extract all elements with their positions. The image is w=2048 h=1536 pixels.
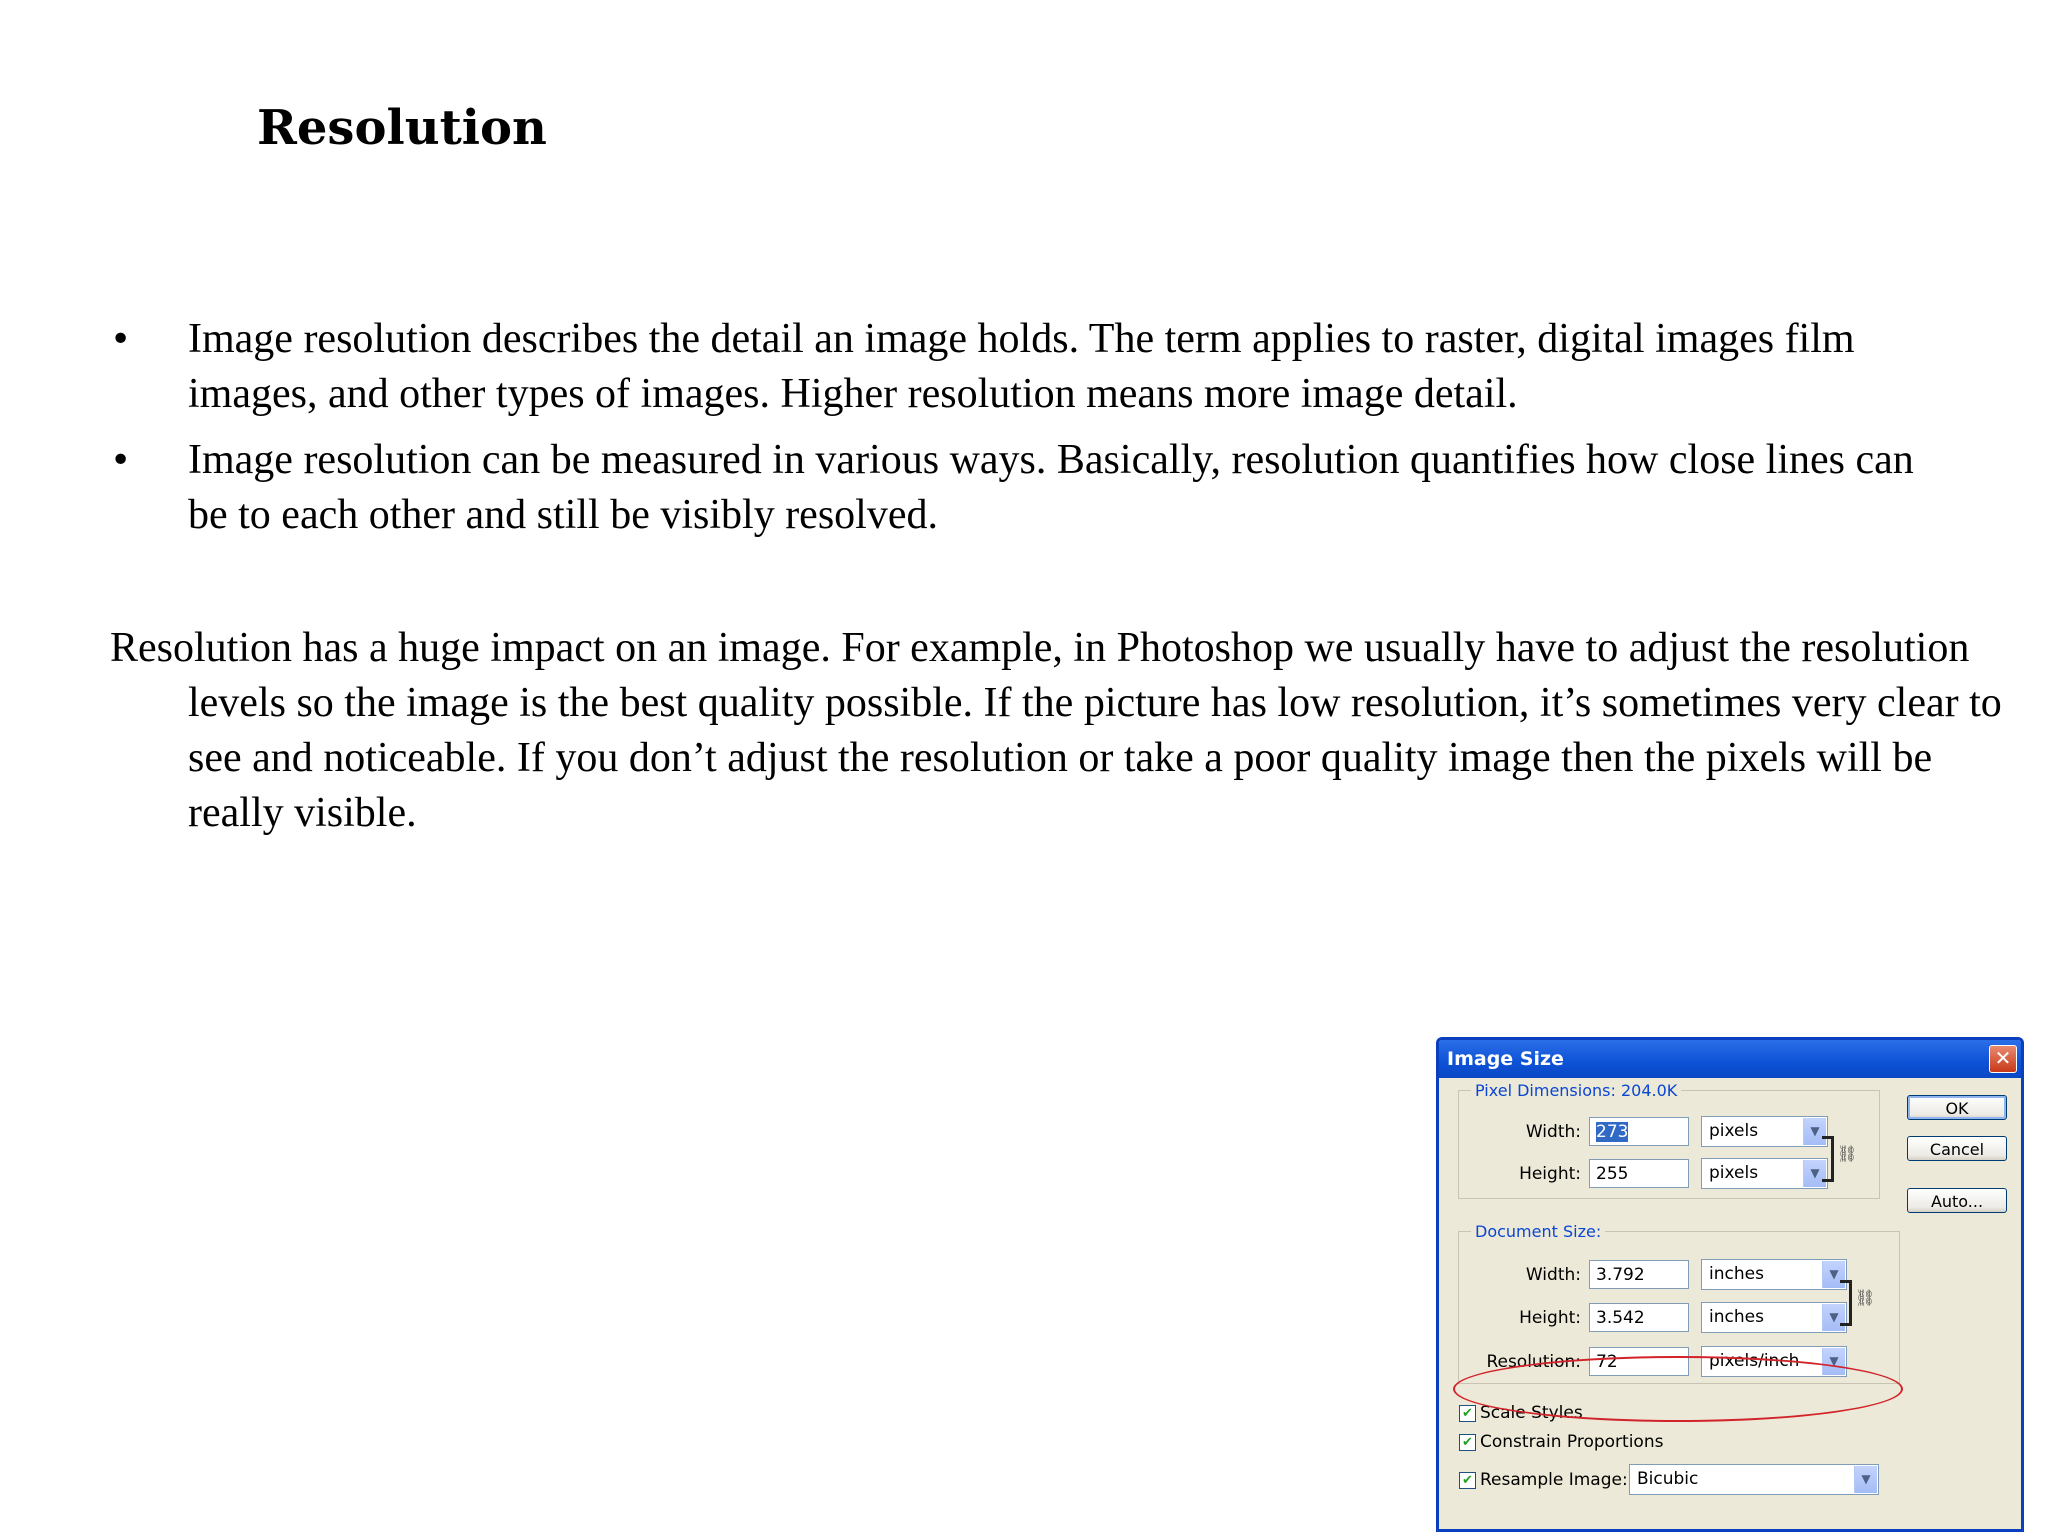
pixel-height-unit-select[interactable]: pixels ▼ xyxy=(1701,1158,1828,1189)
auto-button[interactable]: Auto... xyxy=(1907,1188,2007,1213)
document-size-legend: Document Size: xyxy=(1475,1222,1602,1241)
page-title: Resolution xyxy=(257,100,547,156)
doc-height-unit-select[interactable]: inches ▼ xyxy=(1701,1302,1847,1333)
doc-width-input[interactable]: 3.792 xyxy=(1589,1260,1689,1289)
constrain-proportions-checkbox[interactable]: ✔ Constrain Proportions xyxy=(1459,1432,1663,1452)
doc-height-label: Height: xyxy=(1519,1307,1581,1328)
dialog-title: Image Size xyxy=(1447,1048,1564,1070)
doc-width-row xyxy=(1461,1259,1847,1290)
chain-link-icon: ⛓ xyxy=(1837,1144,1858,1163)
pixel-dimensions-legend: Pixel Dimensions: 204.0K xyxy=(1475,1081,1678,1100)
chevron-down-icon[interactable]: ▼ xyxy=(1803,1118,1826,1145)
resolution-row xyxy=(1461,1346,1847,1377)
bullet-text: Image resolution can be measured in various ways. Basically, resolution quantifies how close lines can be to each other and still be visibly resolved. xyxy=(188,437,1914,538)
check-icon[interactable]: ✔ xyxy=(1459,1434,1476,1451)
bullet-icon: • xyxy=(110,440,132,481)
doc-height-input[interactable]: 3.542 xyxy=(1589,1303,1689,1332)
doc-width-unit-select[interactable]: inches ▼ xyxy=(1701,1259,1847,1290)
dialog-titlebar[interactable] xyxy=(1439,1040,2021,1078)
resample-method-select[interactable]: Bicubic ▼ xyxy=(1629,1464,1879,1495)
chevron-down-icon[interactable]: ▼ xyxy=(1822,1304,1845,1331)
scale-styles-checkbox[interactable]: ✔ Scale Styles xyxy=(1459,1403,1583,1423)
resolution-label: Resolution: xyxy=(1486,1351,1581,1372)
chevron-down-icon[interactable]: ▼ xyxy=(1822,1348,1845,1375)
resample-image-checkbox[interactable]: ✔ Resample Image: xyxy=(1459,1470,1628,1490)
doc-width-label: Width: xyxy=(1525,1264,1581,1285)
image-size-dialog xyxy=(1436,1037,2024,1532)
pixel-height-row xyxy=(1461,1158,1828,1189)
chevron-down-icon[interactable]: ▼ xyxy=(1822,1261,1845,1288)
bullet-text: Image resolution describes the detail an image holds. The term applies to raster, digital images film images, and other types of images. Higher resolution means more image detail. xyxy=(188,316,1855,417)
bullet-item xyxy=(110,312,1940,422)
constrain-bracket xyxy=(1840,1280,1852,1326)
check-icon[interactable]: ✔ xyxy=(1459,1472,1476,1489)
pixel-width-unit-select[interactable]: pixels ▼ xyxy=(1701,1116,1828,1147)
pixel-height-input[interactable]: 255 xyxy=(1589,1159,1689,1188)
close-icon[interactable]: ✕ xyxy=(1989,1045,2017,1073)
chain-link-icon: ⛓ xyxy=(1855,1288,1876,1307)
bullet-list xyxy=(110,312,1940,554)
chevron-down-icon[interactable]: ▼ xyxy=(1803,1160,1826,1187)
pixel-width-input[interactable]: 273 xyxy=(1589,1117,1689,1146)
cancel-button[interactable]: Cancel xyxy=(1907,1136,2007,1161)
pixel-width-row xyxy=(1461,1116,1828,1147)
check-icon[interactable]: ✔ xyxy=(1459,1405,1476,1422)
bullet-item xyxy=(110,433,1940,543)
chevron-down-icon[interactable]: ▼ xyxy=(1854,1466,1877,1493)
dialog-body xyxy=(1439,1078,2021,1530)
resolution-input[interactable]: 72 xyxy=(1589,1347,1689,1376)
bullet-icon: • xyxy=(110,319,132,360)
pixel-width-label: Width: xyxy=(1525,1121,1581,1142)
doc-height-row xyxy=(1461,1302,1847,1333)
body-paragraph: Resolution has a huge impact on an image. For example, in Photoshop we usually have to adjust the resolution levels so the image is the best quality possible. If the picture has low resolution, it’s sometimes very clear to see and noticeable. If you don’t adjust the resolution or take a poor quality image then the pixels will be really visible. xyxy=(110,625,2002,836)
ok-button[interactable]: OK xyxy=(1907,1095,2007,1120)
constrain-bracket xyxy=(1822,1136,1834,1182)
pixel-height-label: Height: xyxy=(1519,1163,1581,1184)
resolution-unit-select[interactable]: pixels/inch ▼ xyxy=(1701,1346,1847,1377)
